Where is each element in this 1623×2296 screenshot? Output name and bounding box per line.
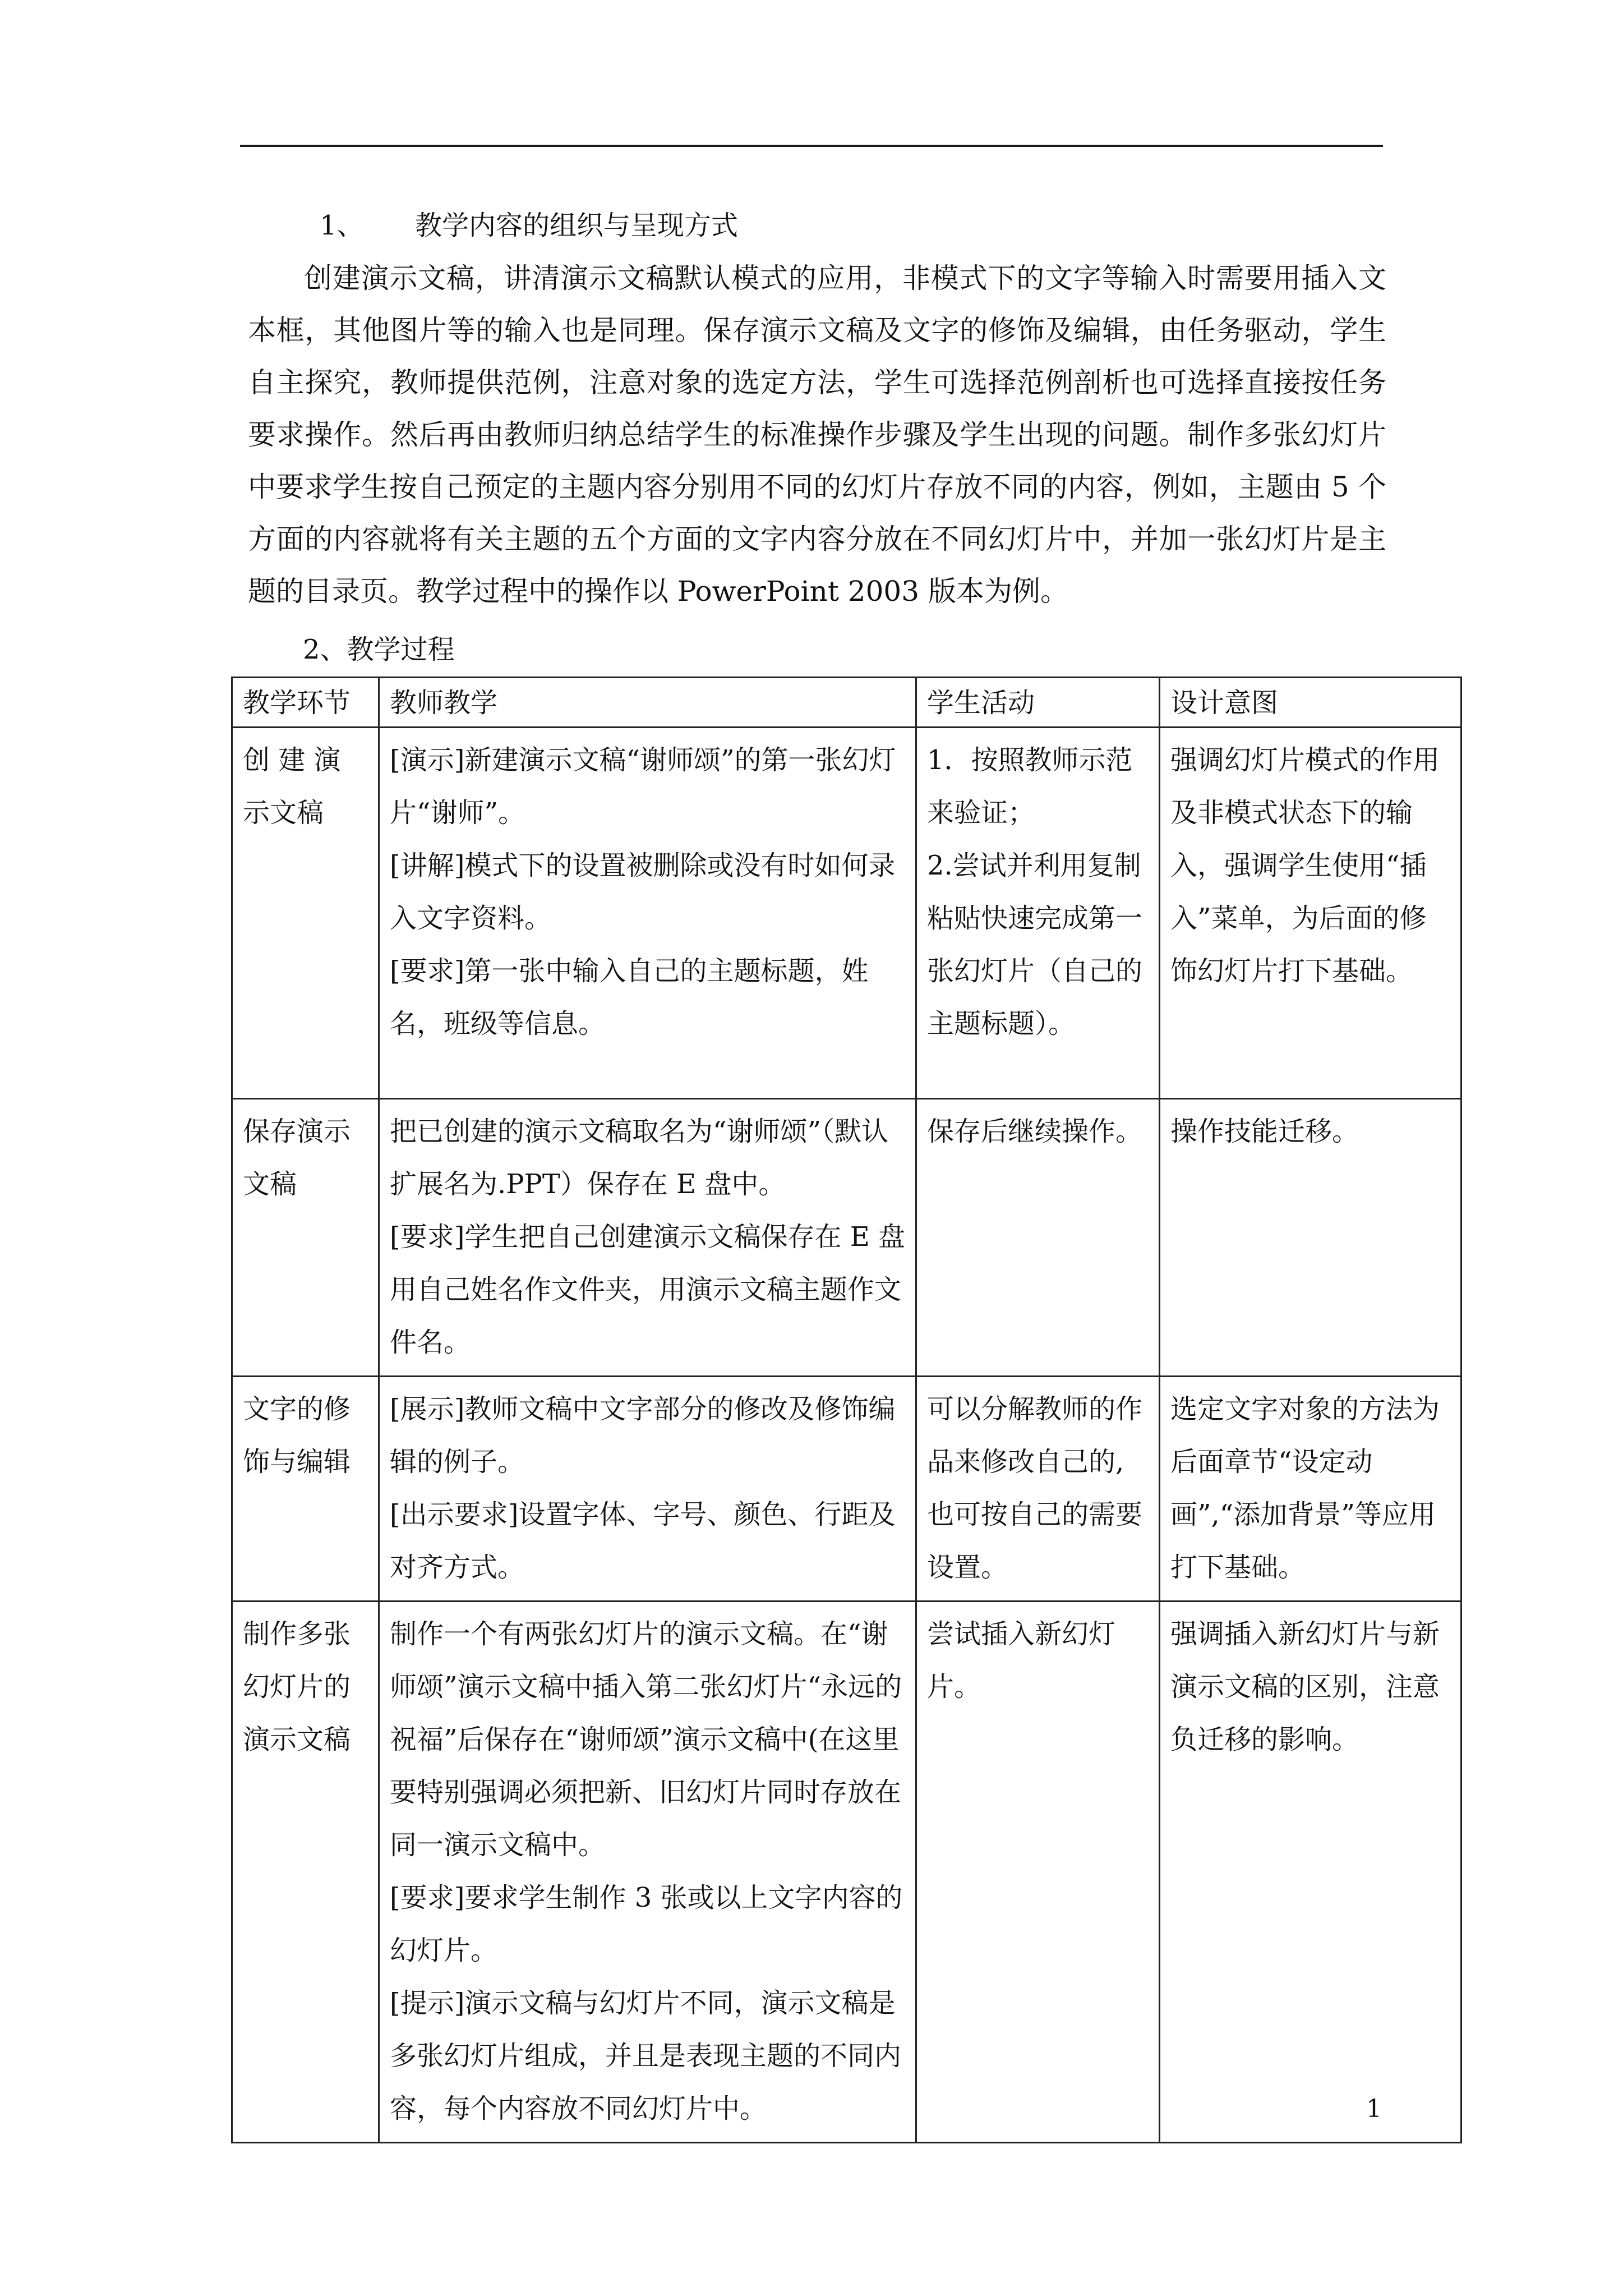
teacher-line: [要求]要求学生制作 3 张或以上文字内容的幻灯片。	[390, 1882, 903, 1966]
teacher-line: [演示]新建演示文稿“谢师颂”的第一张幻灯片“谢师”。	[390, 744, 896, 829]
intent-cell: 强调插入新幻灯片与新演示文稿的区别，注意负迁移的影响。	[1160, 1602, 1461, 2143]
student-line: 保存后继续操作。	[927, 1116, 1143, 1147]
student-cell	[916, 1377, 1160, 1602]
intent-cell: 选定文字对象的方法为后面章节“设定动画”,“添加背景”等应用打下基础。	[1160, 1377, 1461, 1602]
header-cell-student: 学生活动	[916, 678, 1160, 728]
intent-cell: 强调幻灯片模式的作用及非模式状态下的输入，强调学生使用“插入”菜单，为后面的修饰幻灯片打下基础。	[1160, 728, 1461, 1099]
table-row	[232, 1377, 1461, 1602]
header-cell-teacher: 教师教学	[379, 678, 916, 728]
teacher-cell	[379, 1099, 916, 1377]
teacher-line: [要求]第一张中输入自己的主题标题，姓名，班级等信息。	[390, 955, 869, 1039]
student-line: 尝试插入新幻灯片。	[927, 1618, 1116, 1703]
table-row	[232, 1602, 1461, 2143]
student-cell	[916, 728, 1160, 1099]
intent-cell: 操作技能迁移。	[1160, 1099, 1461, 1377]
student-cell	[916, 1602, 1160, 2143]
body-paragraph: 创建演示文稿，讲清演示文稿默认模式的应用，非模式下的文字等输入时需要用插入文本框，其他图片等的输入也是同理。保存演示文稿及文字的修饰及编辑，由任务驱动，学生自主探究，教师提供范例，注意对象的选定方法，学生可选择范例剖析也可选择直接按任务要求操作。然后再由教师归纳总结学生的标准操作步骤及学生出现的问题。制作多张幻灯片中要求学生按自己预定的主题内容分别用不同的幻灯片存放不同的内容，例如，主题由 5 个方面的内容就将有关主题的五个方面的文字内容分放在不同幻灯片中，并加一张幻灯片是主题的目录页。教学过程中的操作以 PowerPoint 2003 版本为例。	[248, 262, 1386, 608]
section-title: 教学内容的组织与呈现方式	[415, 210, 739, 241]
teacher-cell	[379, 728, 916, 1099]
teacher-line: [展示]教师文稿中文字部分的修改及修饰编辑的例子。	[390, 1393, 896, 1478]
header-cell-stage: 教学环节	[232, 678, 379, 728]
stage-cell: 制作多张幻灯片的演示文稿	[232, 1602, 379, 2143]
stage-cell: 保存演示文稿	[232, 1099, 379, 1377]
teacher-line: [提示]演示文稿与幻灯片不同，演示文稿是多张幻灯片组成，并且是表现主题的不同内容，每个内容放不同幻灯片中。	[390, 1987, 902, 2124]
header-rule	[240, 145, 1383, 147]
teacher-line: [出示要求]设置字体、字号、颜色、行距及对齐方式。	[390, 1499, 896, 1583]
table-row	[232, 728, 1461, 1099]
student-line: 1．按照教师示范来验证；	[927, 744, 1133, 829]
teacher-line: 制作一个有两张幻灯片的演示文稿。在“谢师颂”演示文稿中插入第二张幻灯片“永远的祝福”后保存在“谢师颂”演示文稿中(在这里要特别强调必须把新、旧幻灯片同时存放在同一演示文稿中。	[390, 1618, 902, 1861]
stage-cell: 文字的修饰与编辑	[232, 1377, 379, 1602]
table-header-row	[232, 678, 1461, 728]
teacher-cell	[379, 1377, 916, 1602]
header-cell-intent: 设计意图	[1160, 678, 1461, 728]
teaching-process-table	[231, 677, 1462, 2143]
section-heading-2: 2、教学过程	[303, 634, 455, 665]
section-heading-1	[320, 203, 738, 248]
table-row	[232, 1099, 1461, 1377]
student-line: 2.尝试并利用复制粘贴快速完成第一张幻灯片（自己的主题标题）。	[927, 850, 1143, 1039]
stage-cell: 创 建 演 示文稿	[232, 728, 379, 1099]
student-line: 可以分解教师的作品来修改自己的,也可按自己的需要设置。	[927, 1393, 1143, 1583]
student-cell	[916, 1099, 1160, 1377]
teacher-cell	[379, 1602, 916, 2143]
page-number: 1	[1366, 2095, 1382, 2123]
teacher-line: [讲解]模式下的设置被删除或没有时如何录入文字资料。	[390, 850, 896, 934]
teacher-line: 把已创建的演示文稿取名为“谢师颂”（默认扩展名为.PPT）保存在 E 盘中。	[390, 1116, 889, 1200]
teacher-line: [要求]学生把自己创建演示文稿保存在 E 盘用自己姓名作文件夹，用演示文稿主题作文件名。	[390, 1221, 906, 1358]
section-number: 1、	[320, 210, 364, 241]
